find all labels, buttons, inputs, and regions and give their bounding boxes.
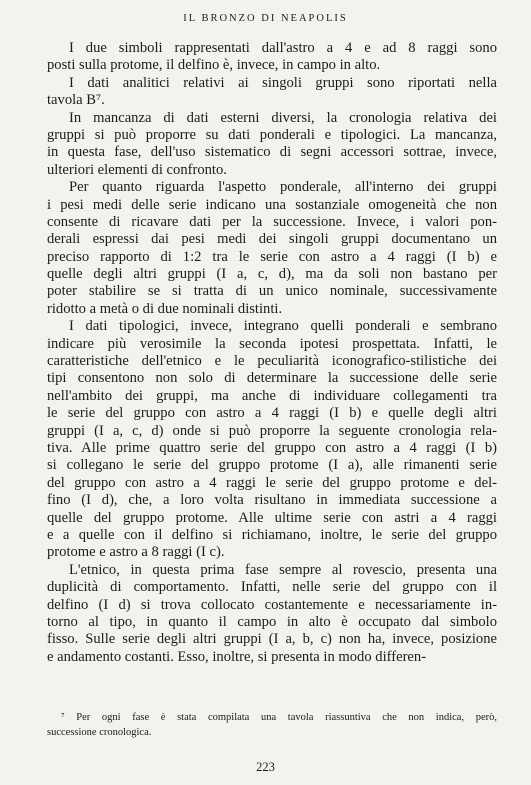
paragraph — [47, 179, 497, 318]
text-line: delfino (I d) si trova collocato costantemente e necessariamente in- — [47, 596, 497, 613]
page-number: 223 — [256, 760, 275, 774]
text-line: e a quelle con il delfino si richiamano, inoltre, le serie del gruppo — [47, 526, 497, 543]
text-line: torno al tipo, in quanto il campo in alto è occupato dal simbolo — [47, 613, 497, 630]
text-line: fisso. Sulle serie degli altri gruppi (I a, b, c) non ha, invece, posizione — [47, 631, 497, 648]
text-line: consente di ricavare dati per la successione. Invece, i valori pon- — [47, 213, 497, 230]
text-line: indicare più verosimile la seconda ipotesi prospettata. Infatti, le — [47, 335, 497, 352]
text-line: i pesi medi delle serie indicano una sostanziale omogeneità che non — [47, 196, 497, 213]
text-line: tavola B⁷. — [47, 92, 105, 109]
paragraph — [47, 562, 497, 666]
text-line: preciso rapporto di 1:2 tra le serie con astro a 4 raggi (I b) e — [47, 248, 497, 265]
text-line: quelle del gruppo protome. Alle ultime serie con astri a 4 raggi — [47, 509, 497, 526]
footnote — [47, 710, 497, 740]
text-line: protome e astro a 8 raggi (I c). — [47, 544, 225, 561]
text-line: I dati tipologici, invece, integrano quelli ponderali e sembrano — [69, 318, 497, 335]
running-head: IL BRONZO DI NEAPOLIS — [183, 13, 348, 24]
text-line: gruppi (I a, c, d) onde si può proporre la seguente cronologia rela- — [47, 422, 497, 439]
text-line: In mancanza di dati esterni diversi, la cronologia relativa dei — [69, 109, 497, 126]
text-line: fino (I d), che, a loro volta risultano in immediata successione a — [47, 492, 497, 509]
text-line: gruppi si può proporre su dati ponderali e tipologici. La mancanza, — [47, 126, 497, 143]
paragraph — [47, 318, 497, 561]
text-line: L'etnico, in questa prima fase sempre al rovescio, presenta una — [69, 561, 497, 578]
paragraph — [47, 75, 497, 110]
text-line: in questa fase, dell'uso sistematico di segni accessori sottrae, invece, — [47, 144, 497, 161]
footnote-line: ⁷ Per ogni fase è stata compilata una tavola riassuntiva che non indica, però, — [61, 712, 497, 723]
text-line: poter stabilire se si tratta di un unico nominale, successivamente — [47, 283, 497, 300]
text-line: caratteristiche dell'etnico e le peculiarità iconografico-stilistiche dei — [47, 353, 497, 370]
text-line: e andamento costanti. Esso, inoltre, si presenta in modo differen- — [47, 648, 427, 665]
text-line: duplicità di comportamento. Infatti, nelle serie del gruppo con il — [47, 579, 497, 596]
text-line: tipi consentono non solo di determinare la successione delle serie — [47, 370, 497, 387]
text-line: nell'ambito dei gruppi, ma anche di individuare collegamenti tra — [47, 387, 497, 404]
footnote-line: successione cronologica. — [47, 727, 152, 738]
text-line: del gruppo con astro a 4 raggi le serie del gruppo protome e del- — [47, 474, 497, 491]
text-line: Per quanto riguarda l'aspetto ponderale, all'interno dei gruppi — [69, 179, 497, 196]
text-line: I due simboli rappresentati dall'astro a 4 e ad 8 raggi sono — [69, 40, 497, 56]
text-line: I dati analitici relativi ai singoli gruppi sono riportati nella — [69, 74, 497, 91]
text-line: le serie del gruppo con astro a 4 raggi (I b) e quelle degli altri — [47, 405, 497, 422]
text-line: ridotto a metà o di due nominali distinti. — [47, 300, 283, 317]
body-text — [47, 40, 497, 666]
paragraph — [47, 40, 497, 75]
paragraph — [47, 110, 497, 180]
text-line: si collegano le serie del gruppo protome (I a), alle rimanenti serie — [47, 457, 497, 474]
text-line: derali espressi dai pesi medi dei singoli gruppi documentano un — [47, 231, 497, 248]
text-line: posti sulla protome, il delfino è, invece, in campo in alto. — [47, 57, 381, 74]
text-line: quelle degli altri gruppi (I a, c, d), ma da soli non bastano per — [47, 266, 497, 283]
text-line: ulteriori elementi di confronto. — [47, 161, 227, 178]
text-line: tiva. Alle prime quattro serie del gruppo con astro a 4 raggi (I b) — [47, 439, 497, 456]
